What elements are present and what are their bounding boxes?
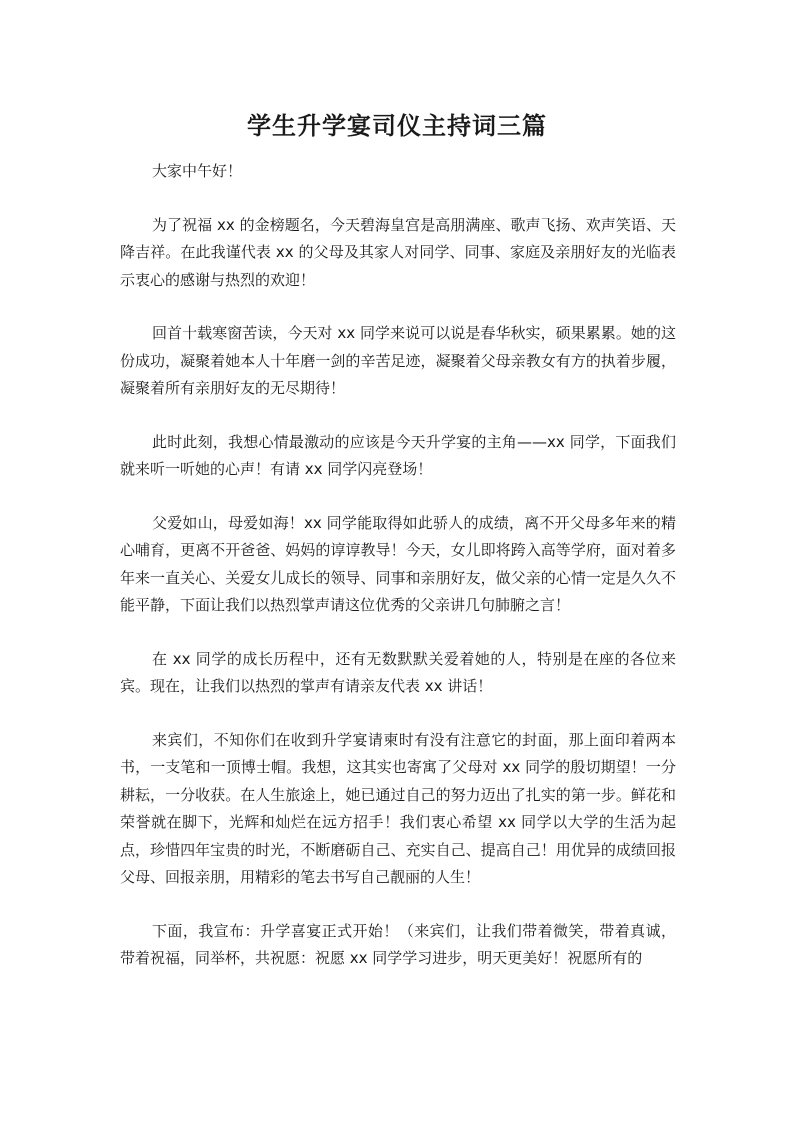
paragraph-greeting: 大家中午好！ [152, 162, 243, 180]
paragraph-student-invite: 此时此刻，我想心情最激动的应该是今天升学宴的主角——xx 同学，下面我们就来听一听她的心声！有请 xx 同学闪亮登场！ [120, 432, 676, 478]
paragraph-welcome: 为了祝福 xx 的金榜题名，今天碧海皇宫是高朋满座、歌声飞扬、欢声笑语、天降吉祥。在此我谨代表 xx 的父母及其家人对同学、同事、家庭及亲朋好友的光临表示衷心的感谢与热烈的欢迎！ [120, 215, 676, 289]
document-title: 学生升学宴司仪主持词三篇 [247, 112, 547, 140]
paragraph-wishes: 来宾们，不知你们在收到升学宴请柬时有没有注意它的封面，那上面印着两本书，一支笔和一顶博士帽。我想，这其实也寄寓了父母对 xx 同学的殷切期望！一分耕耘，一分收获。在人生旅途上，她已通过自己的努力迈出了扎实的第一步。鲜花和荣誉就在脚下，光辉和灿烂在远方招手！我们衷心希望 xx 同学以大学的生活为起点，珍惜四年宝贵的时光，不断磨砺自己、充实自己、提高自己！用优异的成绩回报父母、回报亲朋，用精彩的笔去书写自己靓丽的人生！ [120, 730, 676, 886]
document-body [120, 158, 676, 999]
paragraph-father-invite: 父爱如山，母爱如海！xx 同学能取得如此骄人的成绩，离不开父母多年来的精心哺育，更离不开爸爸、妈妈的谆谆教导！今天，女儿即将跨入高等学府，面对着多年来一直关心、关爱女儿成长的领导、同事和亲朋好友，做父亲的心情一定是久久不能平静，下面让我们以热烈掌声请这位优秀的父亲讲几句肺腑之言！ [120, 513, 676, 614]
paragraph-opening: 下面，我宣布：升学喜宴正式开始！（来宾们，让我们带着微笑，带着真诚，带着祝福，同举杯，共祝愿：祝愿 xx 同学学习进步，明天更美好！祝愿所有的 [120, 921, 676, 967]
paragraph-guest-invite: 在 xx 同学的成长历程中，还有无数默默关爱着她的人，特别是在座的各位来宾。现在，让我们以热烈的掌声有请亲友代表 xx 讲话！ [120, 649, 676, 695]
paragraph-reflection: 回首十载寒窗苦读，今天对 xx 同学来说可以说是春华秋实，硕果累累。她的这份成功，凝聚着她本人十年磨一剑的辛苦足迹，凝聚着父母亲教女有方的执着步履，凝聚着所有亲朋好友的无尽期待！ [120, 324, 676, 397]
